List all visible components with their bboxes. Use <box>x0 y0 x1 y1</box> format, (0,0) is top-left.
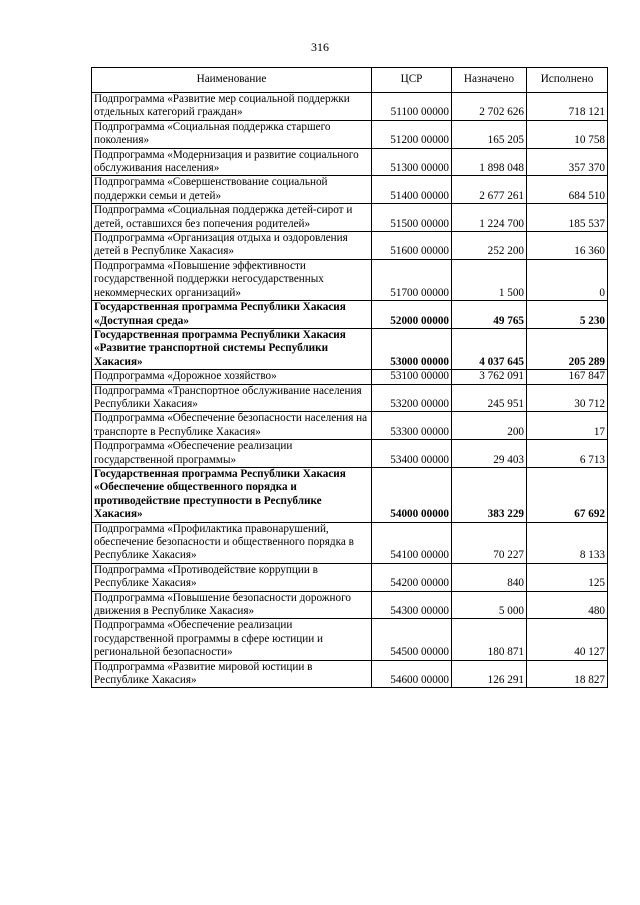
table-row <box>92 563 608 591</box>
row-executed: 40 127 <box>527 619 608 660</box>
row-csr: 54000 00000 <box>372 467 452 522</box>
row-executed: 5 230 <box>527 301 608 329</box>
row-executed: 10 758 <box>527 120 608 148</box>
row-csr: 51700 00000 <box>372 259 452 300</box>
row-assigned: 126 291 <box>452 660 527 688</box>
row-executed: 8 133 <box>527 522 608 563</box>
table-row <box>92 412 608 440</box>
row-executed: 480 <box>527 591 608 619</box>
row-name: Подпрограмма «Транспортное обслуживание населения Республики Хакасия» <box>92 384 372 412</box>
table-row <box>92 93 608 121</box>
table-row <box>92 384 608 412</box>
row-csr: 51400 00000 <box>372 176 452 204</box>
row-assigned: 29 403 <box>452 440 527 468</box>
table-row <box>92 232 608 260</box>
row-assigned: 1 898 048 <box>452 148 527 176</box>
header-name: Наименование <box>92 68 372 93</box>
row-csr: 53200 00000 <box>372 384 452 412</box>
table-row <box>92 301 608 329</box>
row-csr: 51300 00000 <box>372 148 452 176</box>
row-assigned: 245 951 <box>452 384 527 412</box>
row-name: Подпрограмма «Совершенствование социальной поддержки семьи и детей» <box>92 176 372 204</box>
row-assigned: 252 200 <box>452 232 527 260</box>
row-assigned: 165 205 <box>452 120 527 148</box>
row-name: Подпрограмма «Социальная поддержка старшего поколения» <box>92 120 372 148</box>
row-name: Государственная программа Республики Хакасия «Обеспечение общественного порядка и противодействие преступности в Республике Хакасия» <box>92 467 372 522</box>
header-csr: ЦСР <box>372 68 452 93</box>
row-assigned: 1 500 <box>452 259 527 300</box>
row-assigned: 2 677 261 <box>452 176 527 204</box>
row-executed: 167 847 <box>527 370 608 384</box>
row-executed: 6 713 <box>527 440 608 468</box>
row-name: Подпрограмма «Развитие мер социальной поддержки отдельных категорий граждан» <box>92 93 372 121</box>
row-name: Подпрограмма «Социальная поддержка детей-сирот и детей, оставшихся без попечения родителей» <box>92 204 372 232</box>
row-assigned: 200 <box>452 412 527 440</box>
table-row <box>92 467 608 522</box>
row-csr: 53300 00000 <box>372 412 452 440</box>
row-assigned: 5 000 <box>452 591 527 619</box>
row-executed: 718 121 <box>527 93 608 121</box>
row-executed: 185 537 <box>527 204 608 232</box>
row-name: Подпрограмма «Организация отдыха и оздоровления детей в Республике Хакасия» <box>92 232 372 260</box>
row-executed: 0 <box>527 259 608 300</box>
row-executed: 125 <box>527 563 608 591</box>
table-row <box>92 204 608 232</box>
table-header-row <box>92 68 608 93</box>
row-assigned: 49 765 <box>452 301 527 329</box>
table-row <box>92 148 608 176</box>
row-csr: 54500 00000 <box>372 619 452 660</box>
row-csr: 53100 00000 <box>372 370 452 384</box>
table-row <box>92 370 608 384</box>
row-csr: 51600 00000 <box>372 232 452 260</box>
row-assigned: 2 702 626 <box>452 93 527 121</box>
row-name: Подпрограмма «Обеспечение реализации государственной программы» <box>92 440 372 468</box>
row-name: Подпрограмма «Повышение безопасности дорожного движения в Республике Хакасия» <box>92 591 372 619</box>
table-row <box>92 259 608 300</box>
row-executed: 67 692 <box>527 467 608 522</box>
table-row <box>92 120 608 148</box>
row-assigned: 180 871 <box>452 619 527 660</box>
row-assigned: 3 762 091 <box>452 370 527 384</box>
row-executed: 17 <box>527 412 608 440</box>
row-executed: 684 510 <box>527 176 608 204</box>
budget-table <box>91 67 608 688</box>
table-row <box>92 522 608 563</box>
row-csr: 54300 00000 <box>372 591 452 619</box>
table-row <box>92 660 608 688</box>
row-executed: 16 360 <box>527 232 608 260</box>
row-name: Подпрограмма «Модернизация и развитие социального обслуживания населения» <box>92 148 372 176</box>
row-csr: 54600 00000 <box>372 660 452 688</box>
header-assigned: Назначено <box>452 68 527 93</box>
row-name: Государственная программа Республики Хакасия «Развитие транспортной системы Республики Хакасия» <box>92 328 372 369</box>
row-csr: 52000 00000 <box>372 301 452 329</box>
row-name: Подпрограмма «Обеспечение реализации государственной программы в сфере юстиции и региональной безопасности» <box>92 619 372 660</box>
row-csr: 53400 00000 <box>372 440 452 468</box>
table-row <box>92 440 608 468</box>
page-number: 316 <box>311 40 329 54</box>
row-assigned: 70 227 <box>452 522 527 563</box>
header-executed: Исполнено <box>527 68 608 93</box>
row-csr: 53000 00000 <box>372 328 452 369</box>
table-row <box>92 619 608 660</box>
row-csr: 51100 00000 <box>372 93 452 121</box>
row-name: Подпрограмма «Развитие мировой юстиции в Республике Хакасия» <box>92 660 372 688</box>
row-assigned: 840 <box>452 563 527 591</box>
row-name: Государственная программа Республики Хакасия «Доступная среда» <box>92 301 372 329</box>
row-name: Подпрограмма «Профилактика правонарушений, обеспечение безопасности и общественного порядка в Республике Хакасия» <box>92 522 372 563</box>
row-executed: 30 712 <box>527 384 608 412</box>
row-executed: 18 827 <box>527 660 608 688</box>
row-executed: 357 370 <box>527 148 608 176</box>
row-name: Подпрограмма «Повышение эффективности государственной поддержки негосударственных некоммерческих организаций» <box>92 259 372 300</box>
row-assigned: 383 229 <box>452 467 527 522</box>
table-row <box>92 591 608 619</box>
row-csr: 54200 00000 <box>372 563 452 591</box>
row-assigned: 1 224 700 <box>452 204 527 232</box>
row-name: Подпрограмма «Противодействие коррупции в Республике Хакасия» <box>92 563 372 591</box>
table-row <box>92 176 608 204</box>
row-name: Подпрограмма «Обеспечение безопасности населения на транспорте в Республике Хакасия» <box>92 412 372 440</box>
row-csr: 54100 00000 <box>372 522 452 563</box>
table-row <box>92 328 608 369</box>
row-name: Подпрограмма «Дорожное хозяйство» <box>92 370 372 384</box>
row-csr: 51200 00000 <box>372 120 452 148</box>
row-assigned: 4 037 645 <box>452 328 527 369</box>
row-csr: 51500 00000 <box>372 204 452 232</box>
row-executed: 205 289 <box>527 328 608 369</box>
